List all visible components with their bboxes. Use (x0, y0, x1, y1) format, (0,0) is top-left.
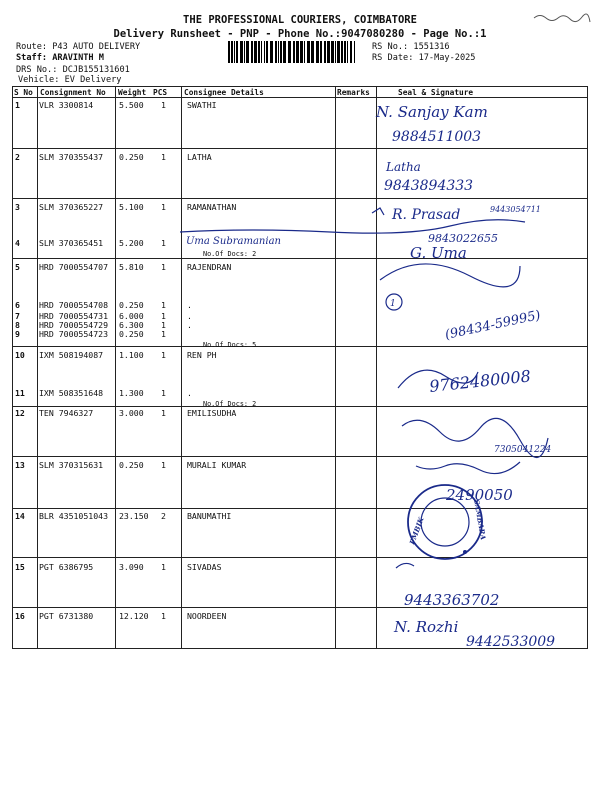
barcode-bar (270, 41, 273, 63)
barcode-bar (246, 41, 249, 63)
row-pcs: 1 (161, 300, 166, 310)
row-sno: 16 (15, 611, 25, 621)
col-header-remarks: Remarks (337, 88, 370, 97)
row-sno: 11 (15, 388, 25, 398)
header-title: THE PROFESSIONAL COURIERS, COIMBATORE (183, 14, 417, 26)
row-weight: 0.250 (119, 300, 144, 310)
barcode-bar (350, 41, 352, 63)
row16-phone: 9442533009 (466, 634, 556, 650)
barcode-bar (347, 41, 348, 63)
row-consignee: NOORDEEN (187, 611, 227, 621)
row-weight: 5.200 (119, 238, 144, 248)
row-sno: 6 (15, 300, 20, 310)
row-sno: 2 (15, 152, 20, 162)
stamp-text-left: PMBJK (407, 515, 426, 546)
barcode-bar (288, 41, 291, 63)
row-sno: 8 (15, 320, 20, 330)
row-consignment-no: HRD 7000554707 (39, 262, 109, 272)
row-consignment-no: HRD 7000554731 (39, 311, 109, 321)
barcode-bar (311, 41, 314, 63)
row-weight: 0.250 (119, 460, 144, 470)
barcode-bar (337, 41, 340, 63)
barcode-bar (254, 41, 257, 63)
row-consignee: REN PH (187, 350, 217, 360)
col-header-consignee: Consignee Details (184, 88, 264, 97)
row-pcs: 1 (161, 262, 166, 272)
col-header-signature: Seal & Signature (398, 88, 474, 97)
row1-phone: 9884511003 (392, 129, 482, 145)
row-consignment-no: IXM 508351648 (39, 388, 104, 398)
barcode-bar (266, 41, 268, 63)
row-sno: 10 (15, 350, 25, 360)
barcode-bar (261, 41, 262, 63)
barcode-bar (316, 41, 319, 63)
barcode-bar (344, 41, 346, 63)
row-divider (12, 557, 588, 558)
row-consignee: MURALI KUMAR (187, 460, 247, 470)
barcode-bar (331, 41, 334, 63)
row-consignee: BANUMATHI (187, 511, 232, 521)
barcode-bar (240, 41, 243, 63)
barcode-bar (236, 41, 238, 63)
row-docs-count: No.Of Docs: 2 (203, 250, 257, 258)
row-weight: 23.150 (119, 511, 149, 521)
row-weight: 1.300 (119, 388, 144, 398)
row-pcs: 1 (161, 562, 166, 572)
row-consignee: SWATHI (187, 100, 217, 110)
barcode-bar (251, 41, 253, 63)
barcode-bar (296, 41, 299, 63)
row-consignment-no: SLM 370355437 (39, 152, 104, 162)
barcode-bar (244, 41, 245, 63)
row-docs-count: No.Of Docs: 2 (203, 400, 257, 408)
row-consignment-no: HRD 7000554729 (39, 320, 109, 330)
col-header-weight: Weight (118, 88, 147, 97)
barcode-bar (234, 41, 235, 63)
row-weight: 5.810 (119, 262, 144, 272)
row-consignee: RAMANATHAN (187, 202, 237, 212)
vehicle-label: Vehicle: EV Delivery (18, 75, 122, 85)
barcode-bar (280, 41, 282, 63)
row-pcs: 1 (161, 460, 166, 470)
row-consignment-no: PGT 6731380 (39, 611, 94, 621)
row-pcs: 1 (161, 238, 166, 248)
barcode-bar (275, 41, 277, 63)
row3-phone: 9443054711 (490, 205, 541, 214)
row-pcs: 1 (161, 611, 166, 621)
row-consignee: EMILISUDHA (187, 408, 237, 418)
barcode-bar (258, 41, 260, 63)
row-divider (12, 406, 588, 407)
row-divider (12, 258, 588, 259)
staff-label: Staff: ARAVINTH M (16, 53, 104, 63)
barcode-bar (283, 41, 286, 63)
row-divider (12, 198, 588, 199)
row-consignment-no: IXM 508194087 (39, 350, 104, 360)
row-divider (12, 346, 588, 347)
row-pcs: 1 (161, 388, 166, 398)
row-sno: 14 (15, 511, 25, 521)
barcode (228, 41, 358, 63)
route-label: Route: P43 AUTO DELIVERY (16, 42, 141, 52)
barcode-bar (304, 41, 305, 63)
row-docs-count: No.Of Docs: 5 (203, 341, 257, 349)
row-pcs: 2 (161, 511, 166, 521)
row-sno: 3 (15, 202, 20, 212)
row-sno: 4 (15, 238, 20, 248)
row-sno: 5 (15, 262, 20, 272)
row-weight: 0.250 (119, 152, 144, 162)
row15-phone: 9443363702 (404, 591, 500, 609)
row-consignee: . (187, 300, 192, 310)
row-consignee: . (187, 320, 192, 330)
row-weight: 12.120 (119, 611, 149, 621)
row-consignee: . (187, 311, 192, 321)
row4-phone: 9843022655 (428, 232, 498, 245)
row-sno: 13 (15, 460, 25, 470)
row-sno: 9 (15, 329, 20, 339)
runsheet-table (12, 86, 588, 649)
barcode-bar (327, 41, 330, 63)
row3-signature: R. Prasad (392, 207, 461, 223)
row-pcs: 1 (161, 100, 166, 110)
barcode-bar (231, 41, 233, 63)
row-consignment-no: PGT 6386795 (39, 562, 94, 572)
barcode-bar (307, 41, 310, 63)
barcode-bar (335, 41, 336, 63)
row5-phone: (98434-59995) (443, 308, 542, 343)
row-consignment-no: BLR 4351051043 (39, 511, 109, 521)
row-consignment-no: HRD 7000554708 (39, 300, 109, 310)
row1-signature: N. Sanjay Kam (376, 103, 488, 121)
row-sno: 7 (15, 311, 20, 321)
col-header-consignment: Consignment No (40, 88, 106, 97)
row-weight: 6.300 (119, 320, 144, 330)
row-consignment-no: TEN 7946327 (39, 408, 94, 418)
row-weight: 1.100 (119, 350, 144, 360)
drs-label: DRS No.: DCJB155131601 (16, 65, 130, 75)
row-pcs: 1 (161, 329, 166, 339)
row-sno: 12 (15, 408, 25, 418)
row-consignee: SIVADAS (187, 562, 222, 572)
row10-phone: 9762480008 (428, 366, 532, 396)
row-pcs: 1 (161, 311, 166, 321)
row-weight: 3.090 (119, 562, 144, 572)
row-pcs: 1 (161, 202, 166, 212)
row-consignment-no: SLM 370365227 (39, 202, 104, 212)
row-weight: 3.000 (119, 408, 144, 418)
row-sno: 15 (15, 562, 25, 572)
barcode-bar (320, 41, 322, 63)
row-divider (12, 456, 588, 457)
barcode-bar (293, 41, 295, 63)
barcode-bar (354, 41, 355, 63)
col-header-sno: S No (14, 88, 33, 97)
rs-date-label: RS Date: 17-May-2025 (372, 53, 476, 63)
row2-phone: 9843894333 (384, 178, 474, 194)
barcode-bar (264, 41, 265, 63)
header-subtitle: Delivery Runsheet - PNP - Phone No.:9047080280 - Page No.:1 (113, 28, 487, 40)
stamp-text-right: SAMBARA (472, 498, 488, 541)
row-weight: 0.250 (119, 329, 144, 339)
row-sno: 1 (15, 100, 20, 110)
barcode-bar (300, 41, 303, 63)
row-consignee: RAJENDRAN (187, 262, 232, 272)
row-consignee: LATHA (187, 152, 212, 162)
row-consignment-no: SLM 370365451 (39, 238, 104, 248)
row-weight: 6.000 (119, 311, 144, 321)
row-weight: 5.500 (119, 100, 144, 110)
barcode-bar (324, 41, 326, 63)
row-weight: 5.100 (119, 202, 144, 212)
row13-phone: 2490050 (446, 486, 513, 504)
col-header-pcs: PCS (153, 88, 168, 97)
rs-no-label: RS No.: 1551316 (372, 42, 450, 52)
row-divider (12, 508, 588, 509)
row-consignment-no: VLR 3300814 (39, 100, 94, 110)
barcode-bar (228, 41, 230, 63)
row-pcs: 1 (161, 408, 166, 418)
row-consignment-no: SLM 370315631 (39, 460, 104, 470)
corner-scribble (530, 10, 594, 28)
row-consignee: . (187, 388, 192, 398)
row4-signature: G. Uma (410, 244, 467, 262)
row-divider (12, 148, 588, 149)
row-divider (12, 607, 588, 608)
row2-signature: Latha (386, 160, 421, 174)
row-consignment-no: HRD 7000554723 (39, 329, 109, 339)
row-pcs: 1 (161, 350, 166, 360)
svg-text:1: 1 (390, 299, 396, 309)
row12-phone: 7305041224 (494, 445, 552, 455)
row4-handwritten-name: Uma Subramanian (186, 236, 281, 247)
row-pcs: 1 (161, 152, 166, 162)
barcode-bar (278, 41, 279, 63)
barcode-bar (341, 41, 343, 63)
row16-signature: N. Rozhi (394, 618, 459, 636)
row-pcs: 1 (161, 320, 166, 330)
